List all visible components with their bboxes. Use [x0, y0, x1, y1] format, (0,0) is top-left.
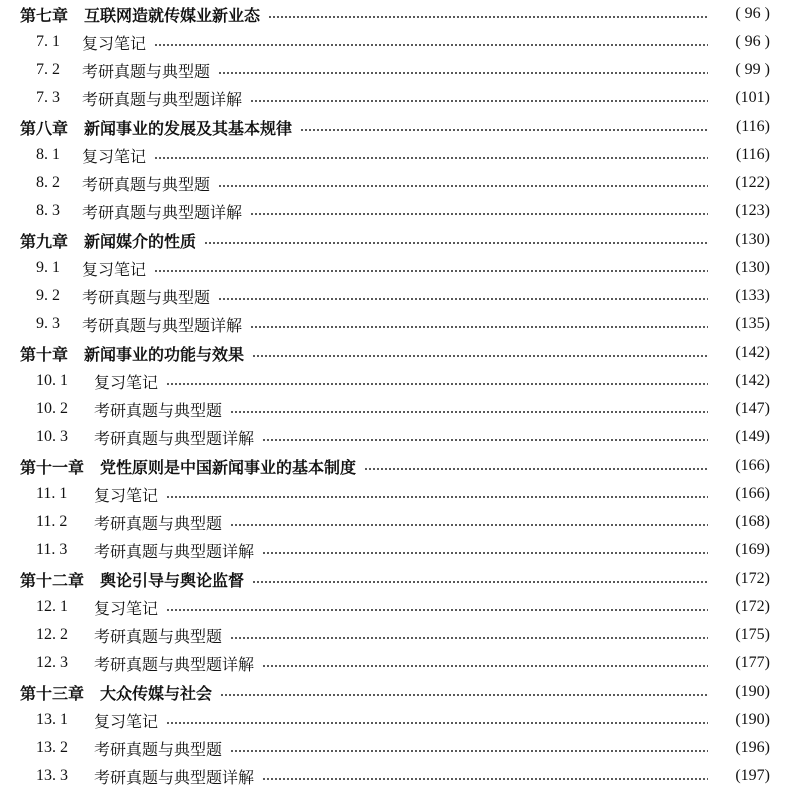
section-title: 复习笔记 — [94, 598, 159, 618]
dot-leader — [364, 468, 708, 470]
section-number: 12. 3 — [36, 654, 68, 671]
dot-leader — [262, 439, 708, 441]
dot-leader — [300, 129, 708, 131]
section-number: 8. 3 — [36, 202, 60, 219]
page-number: ( 96 ) — [735, 5, 770, 22]
section-title: 考研真题与典型题详解 — [94, 654, 255, 674]
dot-leader — [166, 722, 708, 724]
page-number: (135) — [735, 315, 770, 332]
page-number: (190) — [735, 711, 770, 728]
toc-section[interactable] — [0, 508, 790, 536]
toc-section[interactable] — [0, 254, 790, 282]
dot-leader — [250, 326, 708, 328]
section-title: 考研真题与典型题详解 — [82, 315, 243, 335]
dot-leader — [166, 383, 708, 385]
page-number: (130) — [735, 231, 770, 248]
section-title: 考研真题与典型题 — [94, 626, 223, 646]
section-number: 7. 2 — [36, 61, 60, 78]
page-number: (142) — [735, 372, 770, 389]
toc-section[interactable] — [0, 706, 790, 734]
dot-leader — [218, 298, 708, 300]
section-number: 11. 2 — [36, 513, 68, 530]
dot-leader — [230, 750, 708, 752]
section-number: 12. 1 — [36, 598, 68, 615]
page-number: (130) — [735, 259, 770, 276]
dot-leader — [250, 100, 708, 102]
page-number: (133) — [735, 287, 770, 304]
dot-leader — [154, 157, 708, 159]
section-title: 复习笔记 — [94, 711, 159, 731]
chapter-title: 党性原则是中国新闻事业的基本制度 — [100, 457, 357, 477]
dot-leader — [250, 213, 708, 215]
toc-chapter[interactable] — [0, 565, 790, 593]
section-number: 12. 2 — [36, 626, 68, 643]
section-title: 复习笔记 — [94, 485, 159, 505]
section-title: 考研真题与典型题 — [82, 287, 211, 307]
section-title: 复习笔记 — [82, 259, 147, 279]
toc-section[interactable] — [0, 56, 790, 84]
page-number: (197) — [735, 767, 770, 784]
page-number: (175) — [735, 626, 770, 643]
section-title: 考研真题与典型题详解 — [94, 541, 255, 561]
dot-leader — [220, 694, 708, 696]
page-number: (116) — [735, 146, 770, 163]
section-number: 7. 1 — [36, 33, 60, 50]
dot-leader — [154, 44, 708, 46]
section-number: 13. 2 — [36, 739, 68, 756]
dot-leader — [268, 16, 708, 18]
page-number: ( 96 ) — [735, 33, 770, 50]
toc-section[interactable] — [0, 169, 790, 197]
section-number: 9. 2 — [36, 287, 60, 304]
chapter-title: 新闻事业的功能与效果 — [84, 344, 245, 364]
page-number: (149) — [735, 428, 770, 445]
toc-section[interactable] — [0, 480, 790, 508]
section-number: 13. 1 — [36, 711, 68, 728]
page-number: (196) — [735, 739, 770, 756]
toc-section[interactable] — [0, 141, 790, 169]
page-number: (122) — [735, 174, 770, 191]
toc-section[interactable] — [0, 282, 790, 310]
section-title: 考研真题与典型题 — [94, 400, 223, 420]
chapter-number: 第十章 — [20, 344, 69, 364]
chapter-title: 舆论引导与舆论监督 — [100, 570, 245, 590]
dot-leader — [252, 581, 708, 583]
section-number: 11. 1 — [36, 485, 68, 502]
chapter-title: 大众传媒与社会 — [100, 683, 213, 703]
section-number: 10. 3 — [36, 428, 68, 445]
page-number: (142) — [735, 344, 770, 361]
chapter-number: 第七章 — [20, 5, 69, 25]
section-title: 考研真题与典型题 — [94, 739, 223, 759]
chapter-number: 第十一章 — [20, 457, 85, 477]
section-title: 复习笔记 — [82, 146, 147, 166]
page-number: (172) — [735, 570, 770, 587]
page-number: ( 99 ) — [735, 61, 770, 78]
toc-section[interactable] — [0, 536, 790, 564]
dot-leader — [230, 411, 708, 413]
toc-chapter[interactable] — [0, 226, 790, 254]
section-number: 10. 1 — [36, 372, 68, 389]
toc-section[interactable] — [0, 621, 790, 649]
chapter-number: 第九章 — [20, 231, 69, 251]
dot-leader — [262, 778, 708, 780]
toc-section[interactable] — [0, 28, 790, 56]
section-title: 复习笔记 — [82, 33, 147, 53]
dot-leader — [252, 355, 708, 357]
page-number: (169) — [735, 541, 770, 558]
section-number: 10. 2 — [36, 400, 68, 417]
dot-leader — [166, 609, 708, 611]
page-number: (123) — [735, 202, 770, 219]
section-title: 考研真题与典型题 — [82, 61, 211, 81]
section-title: 考研真题与典型题详解 — [94, 767, 255, 787]
toc-section[interactable] — [0, 84, 790, 112]
section-number: 8. 1 — [36, 146, 60, 163]
page-number: (172) — [735, 598, 770, 615]
toc-chapter[interactable] — [0, 452, 790, 480]
page-number: (190) — [735, 683, 770, 700]
chapter-number: 第八章 — [20, 118, 69, 138]
section-title: 考研真题与典型题 — [82, 174, 211, 194]
section-number: 9. 3 — [36, 315, 60, 332]
toc-chapter[interactable] — [0, 339, 790, 367]
toc-section[interactable] — [0, 395, 790, 423]
chapter-number: 第十三章 — [20, 683, 85, 703]
chapter-title: 互联网造就传媒业新业态 — [84, 5, 261, 25]
section-number: 9. 1 — [36, 259, 60, 276]
toc-section[interactable] — [0, 734, 790, 762]
section-number: 11. 3 — [36, 541, 68, 558]
section-title: 复习笔记 — [94, 372, 159, 392]
section-title: 考研真题与典型题 — [94, 513, 223, 533]
toc-section[interactable] — [0, 310, 790, 338]
section-title: 考研真题与典型题详解 — [82, 89, 243, 109]
page-number: (168) — [735, 513, 770, 530]
page-number: (177) — [735, 654, 770, 671]
toc-chapter[interactable] — [0, 113, 790, 141]
dot-leader — [262, 552, 708, 554]
toc-section[interactable] — [0, 649, 790, 677]
section-title: 考研真题与典型题详解 — [82, 202, 243, 222]
toc-chapter[interactable] — [0, 0, 790, 28]
section-number: 7. 3 — [36, 89, 60, 106]
chapter-title: 新闻事业的发展及其基本规律 — [84, 118, 293, 138]
dot-leader — [204, 242, 708, 244]
chapter-number: 第十二章 — [20, 570, 85, 590]
toc-section[interactable] — [0, 593, 790, 621]
section-number: 13. 3 — [36, 767, 68, 784]
toc-section[interactable] — [0, 367, 790, 395]
section-title: 考研真题与典型题详解 — [94, 428, 255, 448]
toc-section[interactable] — [0, 197, 790, 225]
page-number: (147) — [735, 400, 770, 417]
page-number: (166) — [735, 485, 770, 502]
toc-chapter[interactable] — [0, 678, 790, 706]
dot-leader — [154, 270, 708, 272]
dot-leader — [230, 637, 708, 639]
chapter-title: 新闻媒介的性质 — [84, 231, 197, 251]
dot-leader — [218, 185, 708, 187]
dot-leader — [262, 665, 708, 667]
page-number: (116) — [735, 118, 770, 135]
dot-leader — [230, 524, 708, 526]
page-number: (166) — [735, 457, 770, 474]
section-number: 8. 2 — [36, 174, 60, 191]
toc-section[interactable] — [0, 423, 790, 451]
dot-leader — [166, 496, 708, 498]
page-number: (101) — [735, 89, 770, 106]
toc-section[interactable] — [0, 762, 790, 790]
dot-leader — [218, 72, 708, 74]
